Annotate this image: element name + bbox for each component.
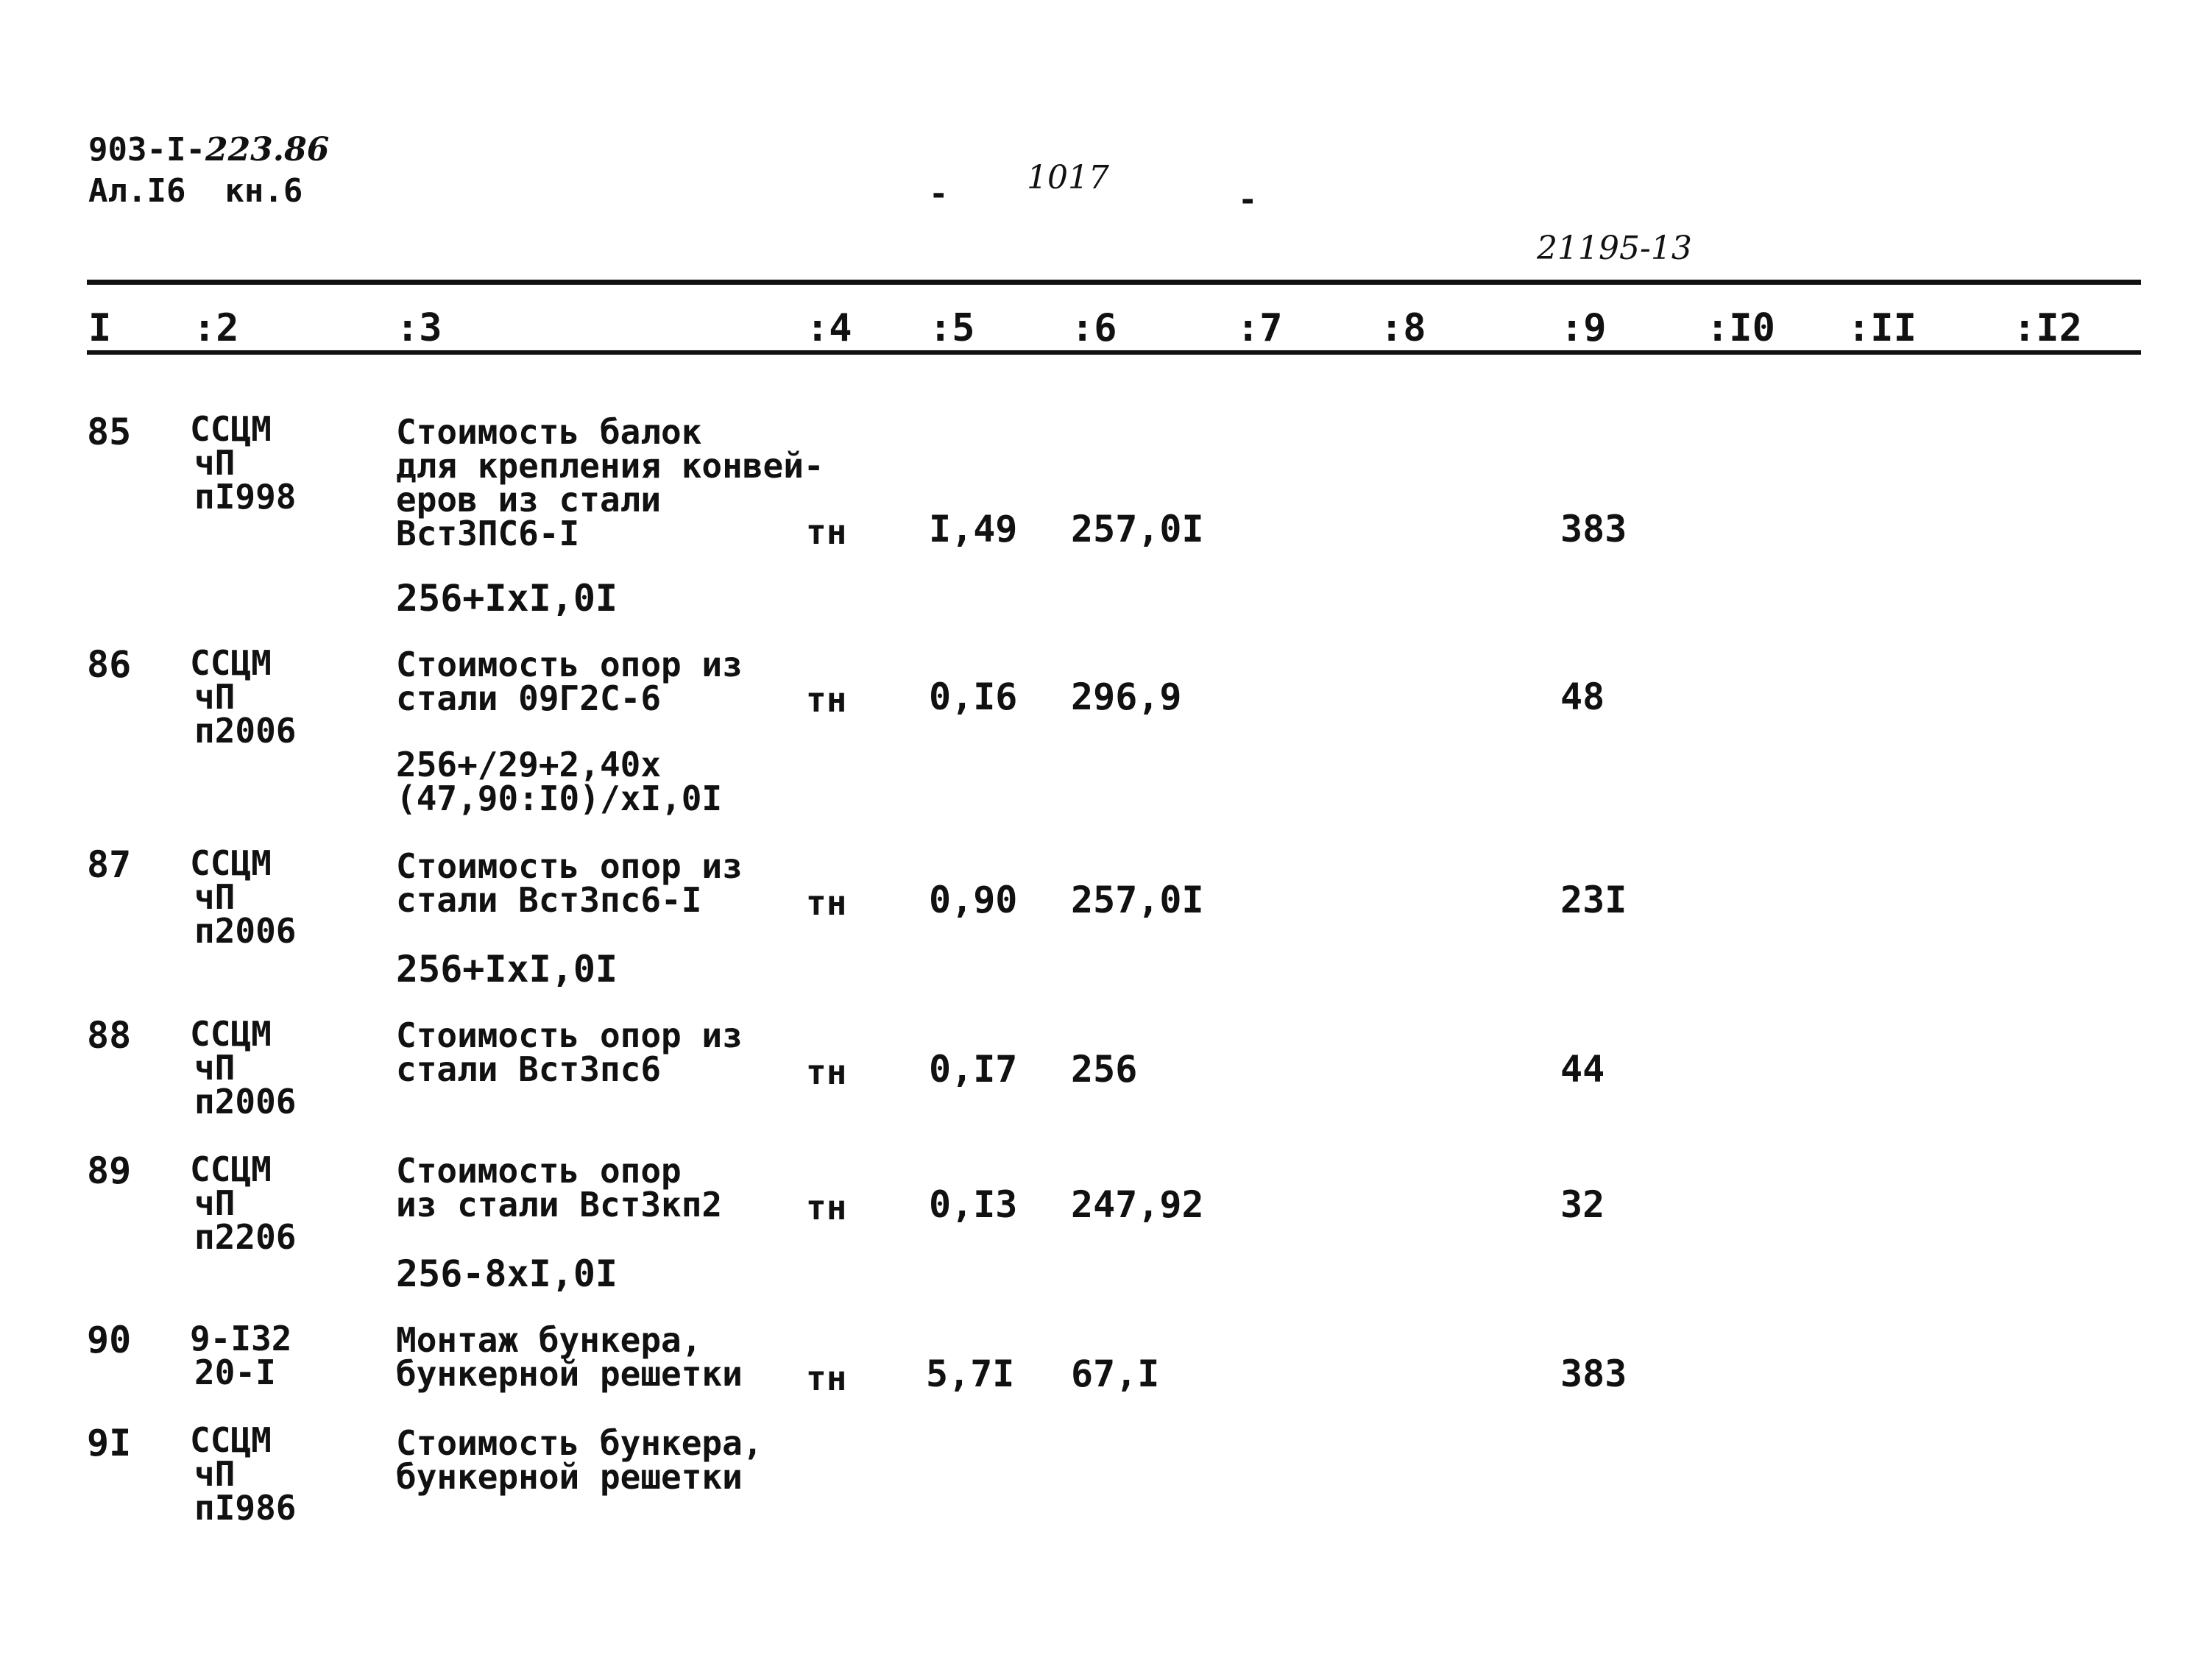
norm-code-line: чП xyxy=(194,677,236,717)
description-line: Стоимость бункера, xyxy=(396,1423,763,1463)
norm-code-line: пI986 xyxy=(194,1488,297,1528)
column-header-12: :I2 xyxy=(2013,306,2082,350)
total-cost: 44 xyxy=(1560,1048,1605,1091)
calculation: 256+IxI,0I xyxy=(396,577,618,620)
description-line: для крепления конвей- xyxy=(396,446,824,486)
row-number: 88 xyxy=(87,1014,132,1057)
norm-code-line: ССЦМ xyxy=(190,1014,272,1054)
description-line: из стали Вст3кп2 xyxy=(396,1185,723,1224)
calculation: 256+IxI,0I xyxy=(396,948,618,990)
description-line: Стоимость балок xyxy=(396,412,702,452)
page-number: 1017 xyxy=(1027,159,1109,196)
unit: тн xyxy=(806,680,847,720)
column-header-2: :2 xyxy=(193,306,239,350)
column-header-6: :6 xyxy=(1071,306,1117,350)
norm-code-line: чП xyxy=(194,443,236,483)
calculation-line: 256+/29+2,40х xyxy=(396,745,662,784)
work-description xyxy=(396,645,743,718)
norm-code xyxy=(190,1149,297,1257)
total-cost: 23I xyxy=(1560,879,1627,921)
norm-code xyxy=(190,1420,297,1528)
work-description xyxy=(396,846,743,920)
total-cost: 383 xyxy=(1560,508,1627,550)
unit: тн xyxy=(806,1358,847,1398)
quantity: 0,I7 xyxy=(929,1048,1018,1091)
description-line: Стоимость опор из xyxy=(396,1016,743,1055)
description-line: бункерной решетки xyxy=(396,1354,743,1394)
column-header-5: :5 xyxy=(929,306,975,350)
work-description xyxy=(396,412,824,553)
unit-price: 247,92 xyxy=(1071,1183,1204,1226)
calculation xyxy=(396,745,723,818)
quantity: 0,I3 xyxy=(929,1183,1018,1226)
quantity: 0,I6 xyxy=(929,676,1018,718)
album-book-label: Ал.I6 кн.6 xyxy=(88,172,303,210)
document-code-handwritten: 223.86 xyxy=(205,131,330,169)
work-description xyxy=(396,1016,743,1089)
column-header-10: :I0 xyxy=(1706,306,1775,350)
norm-code xyxy=(190,1014,297,1121)
norm-code-line: ССЦМ xyxy=(190,409,272,449)
norm-code xyxy=(190,1319,292,1392)
column-header-9: :9 xyxy=(1560,306,1607,350)
norm-code-line: п2006 xyxy=(194,911,297,951)
quantity: 5,7I xyxy=(926,1353,1015,1395)
description-line: еров из стали xyxy=(396,480,662,520)
total-cost: 383 xyxy=(1560,1353,1627,1395)
description-line: Стоимость опор xyxy=(396,1151,682,1191)
description-line: стали Вст3пс6 xyxy=(396,1049,662,1089)
norm-code-line: чП xyxy=(194,1454,236,1494)
column-header-3: :3 xyxy=(396,306,442,350)
unit: тн xyxy=(806,1188,847,1227)
sheet-stamp: 21195-13 xyxy=(1537,230,1692,267)
unit: тн xyxy=(806,883,847,923)
column-header-1: I xyxy=(88,306,112,350)
row-number: 90 xyxy=(87,1319,132,1361)
quantity: 0,90 xyxy=(929,879,1018,921)
norm-code xyxy=(190,843,297,951)
norm-code-line: пI998 xyxy=(194,477,297,517)
total-cost: 32 xyxy=(1560,1183,1605,1226)
page-dash-left: - xyxy=(929,175,949,213)
norm-code-line: ССЦМ xyxy=(190,1420,272,1460)
work-description xyxy=(396,1151,723,1224)
norm-code-line: ССЦМ xyxy=(190,843,272,883)
description-line: Стоимость опор из xyxy=(396,846,743,886)
column-header-7: :7 xyxy=(1237,306,1283,350)
row-number: 89 xyxy=(87,1149,132,1192)
page-dash-right: - xyxy=(1238,181,1258,219)
unit-price: 257,0I xyxy=(1071,508,1204,550)
table-top-rule xyxy=(87,280,2141,285)
description-line: стали 09Г2С-6 xyxy=(396,678,662,718)
norm-code-line: п2006 xyxy=(194,1082,297,1121)
norm-code-line: ССЦМ xyxy=(190,643,272,683)
row-number: 85 xyxy=(87,411,132,453)
unit-price: 256 xyxy=(1071,1048,1138,1091)
total-cost: 48 xyxy=(1560,676,1605,718)
unit-price: 67,I xyxy=(1071,1353,1160,1395)
work-description xyxy=(396,1423,763,1497)
norm-code-line: 20-I xyxy=(194,1353,276,1392)
column-header-11: :II xyxy=(1847,306,1917,350)
unit-price: 257,0I xyxy=(1071,879,1204,921)
quantity: I,49 xyxy=(929,508,1018,550)
norm-code-line: п2006 xyxy=(194,711,297,751)
column-header-4: :4 xyxy=(806,306,852,350)
unit: тн xyxy=(806,1052,847,1092)
description-line: Монтаж бункера, xyxy=(396,1320,702,1360)
norm-code-line: ССЦМ xyxy=(190,1149,272,1189)
norm-code xyxy=(190,409,297,517)
document-code xyxy=(88,131,330,169)
column-header-8: :8 xyxy=(1380,306,1426,350)
norm-code xyxy=(190,643,297,751)
row-number: 86 xyxy=(87,643,132,686)
norm-code-line: чП xyxy=(194,1183,236,1223)
calculation-line: (47,90:I0)/хI,0I xyxy=(396,779,723,818)
document-code-printed: 903-I- xyxy=(88,131,205,169)
calculation: 256-8хI,0I xyxy=(396,1252,618,1295)
unit-price: 296,9 xyxy=(1071,676,1182,718)
unit: тн xyxy=(806,512,847,552)
description-line: Вст3ПС6-I xyxy=(396,514,580,553)
norm-code-line: п2206 xyxy=(194,1217,297,1257)
work-description xyxy=(396,1320,743,1394)
norm-code-line: 9-I32 xyxy=(190,1319,292,1358)
description-line: Стоимость опор из xyxy=(396,645,743,684)
description-line: стали Вст3пс6-I xyxy=(396,880,702,920)
norm-code-line: чП xyxy=(194,877,236,917)
table-header-rule xyxy=(87,350,2141,355)
norm-code-line: чП xyxy=(194,1048,236,1088)
row-number: 87 xyxy=(87,843,132,886)
row-number: 9I xyxy=(87,1422,132,1464)
description-line: бункерной решетки xyxy=(396,1457,743,1497)
